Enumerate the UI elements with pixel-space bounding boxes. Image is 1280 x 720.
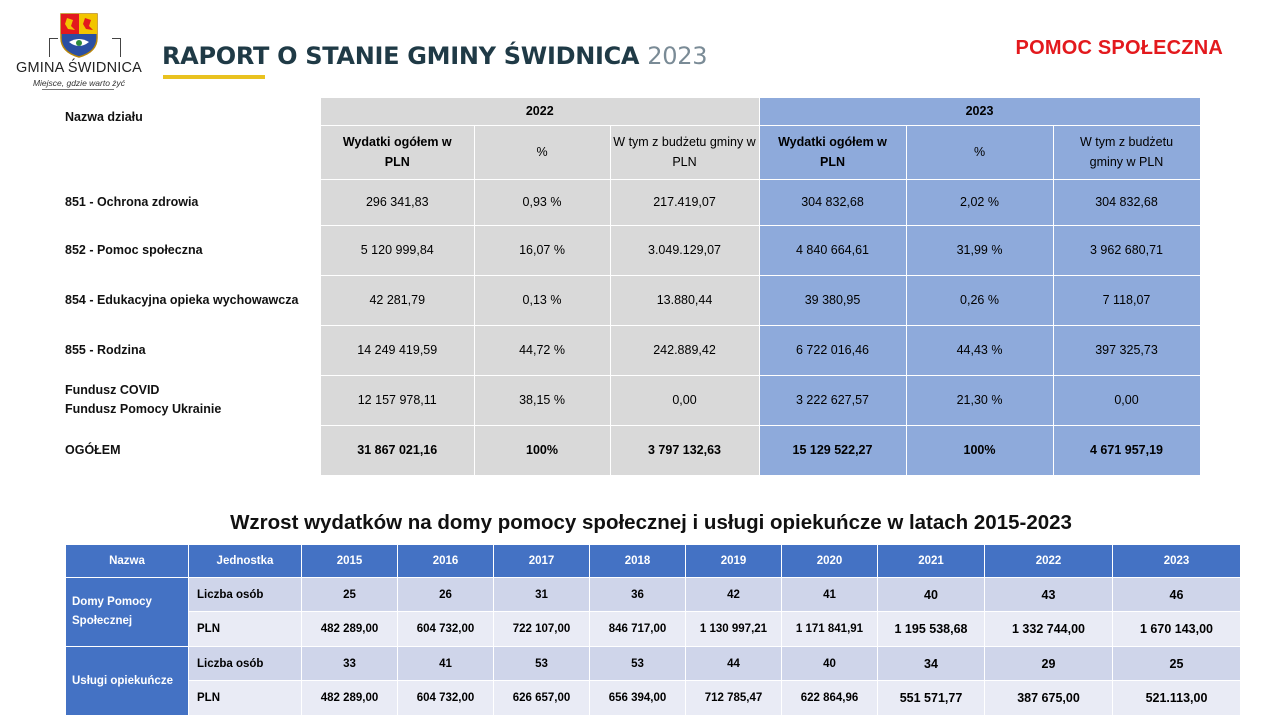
col-municipal-label: W tym z budżetu gminy w PLN <box>1079 135 1174 169</box>
budget-cell: 304 832,68 <box>1053 179 1200 225</box>
growth-row <box>66 612 1241 647</box>
budget-cell: 217.419,07 <box>610 179 759 225</box>
growth-cell: 604 732,00 <box>398 681 494 716</box>
budget-cell: 100% <box>474 425 610 475</box>
budget-cell: 3 797 132,63 <box>610 425 759 475</box>
budget-row-name-line: Fundusz Pomocy Ukrainie <box>65 402 222 416</box>
budget-cell: 2,02 % <box>906 179 1053 225</box>
growth-cell: 31 <box>494 578 590 612</box>
growth-cell: 1 171 841,91 <box>782 612 878 647</box>
growth-col-year: 2016 <box>398 545 494 578</box>
growth-cell: 40 <box>782 647 878 681</box>
budget-cell: 5 120 999,84 <box>321 225 474 275</box>
logo-underline <box>42 89 114 90</box>
logo-name: GMINA ŚWIDNICA <box>15 60 143 76</box>
growth-cell: 36 <box>590 578 686 612</box>
budget-cell: 31,99 % <box>906 225 1053 275</box>
growth-cell: 482 289,00 <box>302 612 398 647</box>
budget-cell: 0,00 <box>1053 375 1200 425</box>
col-total-label: Wydatki ogółem w PLN <box>778 135 887 169</box>
budget-row <box>58 275 1200 325</box>
budget-cell: 7 118,07 <box>1053 275 1200 325</box>
budget-row-name <box>58 225 321 275</box>
budget-row <box>58 225 1200 275</box>
growth-cell: 41 <box>782 578 878 612</box>
growth-group-name: Domy Pomocy Społecznej <box>66 578 189 647</box>
growth-cell: 846 717,00 <box>590 612 686 647</box>
budget-cell: 16,07 % <box>474 225 610 275</box>
growth-cell: 551 571,77 <box>878 681 985 716</box>
col-municipal-2023 <box>1053 125 1200 179</box>
growth-cell: 43 <box>985 578 1113 612</box>
growth-table-header <box>66 545 1241 578</box>
budget-cell: 38,15 % <box>474 375 610 425</box>
budget-cell: 3 222 627,57 <box>759 375 906 425</box>
growth-row-unit: PLN <box>189 681 302 716</box>
budget-cell: 6 722 016,46 <box>759 325 906 375</box>
section-label: POMOC SPOŁECZNA <box>1015 37 1223 59</box>
growth-col-year: 2019 <box>686 545 782 578</box>
budget-cell: 397 325,73 <box>1053 325 1200 375</box>
budget-cell: 0,13 % <box>474 275 610 325</box>
growth-row <box>66 647 1241 681</box>
year-2023-header: 2023 <box>759 98 1200 125</box>
report-title-text: RAPORT O STANIE GMINY ŚWIDNICA <box>162 42 640 70</box>
growth-cell: 521.113,00 <box>1113 681 1241 716</box>
budget-cell: 0,93 % <box>474 179 610 225</box>
budget-cell: 296 341,83 <box>321 179 474 225</box>
budget-cell: 242.889,42 <box>610 325 759 375</box>
budget-row-name-line: 854 - Edukacyjna opieka wychowawcza <box>65 293 299 307</box>
col-percent-2023: % <box>906 125 1053 179</box>
budget-row-name-line: 851 - Ochrona zdrowia <box>65 195 199 209</box>
budget-cell: 3 962 680,71 <box>1053 225 1200 275</box>
growth-cell: 41 <box>398 647 494 681</box>
growth-table <box>65 544 1241 716</box>
budget-cell: 39 380,95 <box>759 275 906 325</box>
growth-cell: 40 <box>878 578 985 612</box>
budget-row-name <box>58 179 321 225</box>
report-title <box>162 42 707 70</box>
growth-col-year: 2022 <box>985 545 1113 578</box>
coat-of-arms-icon <box>59 12 99 58</box>
budget-cell: 42 281,79 <box>321 275 474 325</box>
budget-table-year-row <box>58 98 1200 125</box>
budget-row-name-line: Fundusz COVID <box>65 383 160 397</box>
growth-table-body <box>66 578 1241 716</box>
budget-cell: 44,72 % <box>474 325 610 375</box>
growth-col-year: 2021 <box>878 545 985 578</box>
budget-cell: 3.049.129,07 <box>610 225 759 275</box>
budget-cell: 44,43 % <box>906 325 1053 375</box>
budget-cell: 13.880,44 <box>610 275 759 325</box>
growth-cell: 1 195 538,68 <box>878 612 985 647</box>
budget-cell: 0,00 <box>610 375 759 425</box>
growth-cell: 25 <box>1113 647 1241 681</box>
budget-row-name <box>58 375 321 425</box>
budget-row-name-line: 852 - Pomoc społeczna <box>65 243 203 257</box>
budget-row-name <box>58 425 321 475</box>
growth-col-year: 2015 <box>302 545 398 578</box>
growth-col-unit: Jednostka <box>189 545 302 578</box>
growth-cell: 33 <box>302 647 398 681</box>
budget-cell: 31 867 021,16 <box>321 425 474 475</box>
growth-cell: 42 <box>686 578 782 612</box>
growth-cell: 604 732,00 <box>398 612 494 647</box>
growth-cell: 46 <box>1113 578 1241 612</box>
growth-cell: 482 289,00 <box>302 681 398 716</box>
budget-cell: 14 249 419,59 <box>321 325 474 375</box>
budget-table-body <box>58 179 1200 475</box>
year-2022-header: 2022 <box>321 98 759 125</box>
budget-row <box>58 325 1200 375</box>
growth-cell: 53 <box>494 647 590 681</box>
municipality-logo <box>14 8 144 93</box>
logo-decoration-right <box>112 38 121 57</box>
col-municipal-label: W tym z budżetu gminy w PLN <box>613 135 756 169</box>
budget-row <box>58 425 1200 475</box>
budget-row-name-line: 855 - Rodzina <box>65 343 146 357</box>
col-percent-2022: % <box>474 125 610 179</box>
growth-cell: 656 394,00 <box>590 681 686 716</box>
report-title-year: 2023 <box>647 42 708 70</box>
growth-cell: 34 <box>878 647 985 681</box>
growth-col-year: 2023 <box>1113 545 1241 578</box>
growth-cell: 1 130 997,21 <box>686 612 782 647</box>
growth-group-name: Usługi opiekuńcze <box>66 647 189 716</box>
growth-cell: 26 <box>398 578 494 612</box>
growth-heading: Wzrost wydatków na domy pomocy społecznej i usługi opiekuńcze w latach 2015-2023 <box>230 511 1072 534</box>
growth-col-year: 2017 <box>494 545 590 578</box>
growth-cell: 29 <box>985 647 1113 681</box>
budget-cell: 21,30 % <box>906 375 1053 425</box>
growth-cell: 25 <box>302 578 398 612</box>
budget-cell: 4 671 957,19 <box>1053 425 1200 475</box>
budget-table <box>58 98 1201 476</box>
growth-cell: 53 <box>590 647 686 681</box>
budget-table-row-header: Nazwa działu <box>58 98 321 179</box>
growth-row <box>66 681 1241 716</box>
col-municipal-2022 <box>610 125 759 179</box>
growth-cell: 712 785,47 <box>686 681 782 716</box>
growth-col-name: Nazwa <box>66 545 189 578</box>
budget-row <box>58 179 1200 225</box>
growth-cell: 387 675,00 <box>985 681 1113 716</box>
title-accent-bar <box>163 75 265 79</box>
logo-motto: Miejsce, gdzie warto żyć <box>32 78 126 88</box>
growth-cell: 622 864,96 <box>782 681 878 716</box>
growth-row-unit: PLN <box>189 612 302 647</box>
budget-cell: 15 129 522,27 <box>759 425 906 475</box>
growth-col-year: 2020 <box>782 545 878 578</box>
growth-cell: 1 332 744,00 <box>985 612 1113 647</box>
col-total-label: Wydatki ogółem w PLN <box>342 135 452 169</box>
budget-cell: 4 840 664,61 <box>759 225 906 275</box>
budget-cell: 12 157 978,11 <box>321 375 474 425</box>
growth-col-year: 2018 <box>590 545 686 578</box>
logo-decoration-left <box>49 38 58 57</box>
growth-cell: 626 657,00 <box>494 681 590 716</box>
budget-row-name <box>58 325 321 375</box>
budget-cell: 0,26 % <box>906 275 1053 325</box>
growth-cell: 44 <box>686 647 782 681</box>
growth-row <box>66 578 1241 612</box>
budget-cell: 304 832,68 <box>759 179 906 225</box>
growth-cell: 1 670 143,00 <box>1113 612 1241 647</box>
growth-row-unit: Liczba osób <box>189 647 302 681</box>
budget-row-name <box>58 275 321 325</box>
col-total-2022 <box>321 125 474 179</box>
budget-cell: 100% <box>906 425 1053 475</box>
col-total-2023 <box>759 125 906 179</box>
growth-row-unit: Liczba osób <box>189 578 302 612</box>
growth-cell: 722 107,00 <box>494 612 590 647</box>
budget-row <box>58 375 1200 425</box>
budget-row-name-line: OGÓŁEM <box>65 443 121 457</box>
